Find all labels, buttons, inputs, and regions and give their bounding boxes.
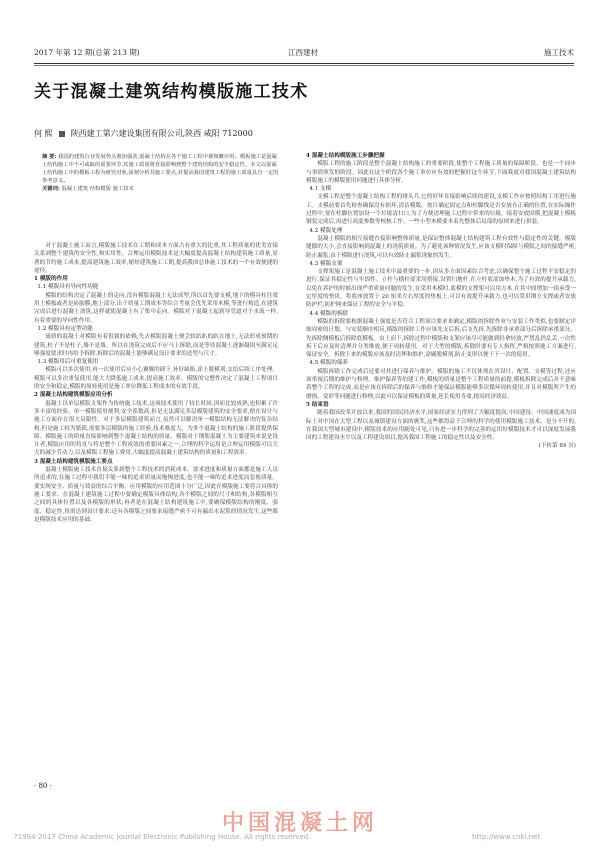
- body-paragraph: 模版可以多次使用,再一次使用后应小心翼翼的卸下,补好缺陷,涂上脱模剂,交给后续工序处理。模版可以多次重复使用,能大大降低施工成本,提高施工效率。模版的完整性决定了混凝土工程项目的安全和稳定,模版的周转使用是施工单位降低工程成本的有效手段。: [34, 367, 278, 391]
- affiliation-marker-icon: [59, 131, 65, 137]
- section-name: 施工技术: [544, 48, 574, 57]
- header-rule-thin: [34, 65, 574, 66]
- subsection-heading: 4.5 模版的保养: [309, 360, 349, 367]
- body-paragraph: 混凝土模版施工技术直接关系到整个工程技术的消耗成本。要求进度和质量方面都是施工人员所追求的,在施工过程中我们不能一味的追求质量而拖慢进度,也不能一味的追求进度而忽视质量。要实现安全、质量与效益的综合平衡。应用模版的应用范围十分广泛,因此在模版施工要符合具体的施工要求。在混凝土建筑施工过程中要确定模版具体结构,各个模版之间的尺寸和结构,各模版相互之间的具体位置以及各模版的形状;再者是在混凝土结构建筑施工中,要确保模版结构的刚度、强度、稳定性,皆需达到设计要求:还有各模版之间要求接缝严密不可有漏出水泥浆的情况发生,这些都是模版技术应用的基础。: [34, 467, 278, 523]
- keywords-label: 关键词:: [42, 186, 60, 193]
- body-paragraph: 混凝土以单层模版支架作为传统施工技术,这项技术使用了较长时间,因而比较成熟,也积累了许多丰富的经验。单一模版使用便利,安全系数高,但是无法满足多层模版建筑的安全要求,便在设计与施工方面存在很大局限性。对于多层模版建筑而言,虽然可以解决单一模版结构无法解决的复杂结构,但是施工较为繁琐,需要多层模版的施工经验,技术难度大。为多个混凝土结构的施工阶段提供保障。模版施工的质量直接影响到整个混凝土结构的质量。模版对于钢筋混凝土为主要建筑来说是设计者,模版应用的将直与将是整个工程成效的重要因素之一,合理的科学运用是合理运用模版可以大大的减少劳动力,以及模版工程施工费用,大幅度提高混凝土建筑结构的质量和工程效率。: [34, 400, 278, 457]
- body-paragraph: 混凝土模版的相互接缝直接影响整体质量,是保证整体混凝土结构建筑工程有效性与稳定性的关键。模版缝隙的大小,会直接影响到混凝土的浇筑质量。为了避免该种情况发生,应该支模时保障与模版之间的接缝严密,防止漏浆;由于模版进行浇筑,可以有效防止漏浆现象的发生。: [306, 235, 576, 259]
- issue-info: 2017 年第 12 期(总第 213 期): [34, 48, 140, 57]
- header-rule: [34, 63, 574, 64]
- body-paragraph: 模版拆除工作完成后还要对其进行保养与维护。模版的施工不仅体现在其设计、配置、支模等过程,还应该重视后期的维护与修理。维护保养等的建工作,模板的质量是整个工程质量的前提,模板拆除完成后并不意味着整个工程的完成,而是应该在拆除后的保养与维修才能保证模版能够多次循环周转使用,并且对模版所产生的磨损、变形等问题进行修理,以此可以保证模板的质量,延长使用寿命,提高经济效益。: [306, 368, 576, 400]
- watermark: 中国混凝土网: [221, 811, 378, 836]
- right-column: [306, 152, 576, 451]
- section-heading: 3 混凝土结构建筑模版施工要点: [34, 458, 113, 465]
- author-line: [34, 128, 253, 139]
- abstract-text: 我国的建筑行业发展势头愈加强劲,混凝土结构在各个施工工程中被频繁应用。模板施工是混凝土结构施工中不可或缺的重要环节,其施工质量将直接影响到整个建筑结构的安全稳定性。本文以混凝土结构施工中的模板工程为研究对象,深刻分析其施工要点,对提高我国建筑工程的施工质量具有一定的参考意义。: [42, 154, 279, 185]
- body-paragraph: 支撑架施工是混凝土施工技术中最重要的一步,因从多方面因素综合考虑,以确保整个施工过程平安稳定的进行,保证其稳定性与牢固性。立杆与横杆要采用搭接,设置扫地杆,在立杆底部加垫木,为了有效的提升承载力,以免在养护的时候出现严重质量问题的发生,在采用木模时,底模的支撑架可以用方木,在其中间增加一组承受一定厚度的垫块。将底座放置于 20 厘米左右厚度的垫板上,可以有效提升承载力,也可以采用钢方支撑或者安放防护栏,防护网来保证工程的安全与平稳。: [306, 269, 576, 309]
- subsection-heading: 1.1 模版具有导向性功能: [37, 284, 99, 291]
- journal-name: 江西建材: [288, 48, 318, 57]
- subsection-heading: 4.1 支模: [309, 186, 332, 193]
- abstract-label: 摘 要:: [42, 154, 57, 160]
- section-heading: 5 结束语: [306, 401, 329, 408]
- body-paragraph: 随着我国改革开放以来,我国的国民经济水平,国家经济实力得到了大幅度提高,中国建设、中国速度成为国际上对中国在大型工程以及城镇建设方面的褒奖,这些都得益于合理的科学的使用模版施工技术。是分不开的,在我国大型城市建设中,模版技术的应用随处可见,只有进一步科学的完善的运用好模版技术才可以深度发展我国的工程建设水平以及工程建设项目,提高我国工程施工的稳定性以及安全性。: [306, 410, 576, 442]
- continued-note: (下转第 84 页): [538, 443, 576, 450]
- keywords-text: 混凝土建筑 结构模版 施工技术: [61, 186, 134, 193]
- body-paragraph: 模版的结构决定了混凝土的走向,没有模版混凝土无法成型,所以首先要支模,地下的模具柱往梁用土模板或者是砖胎膜,地上部分,出于质量工期成本等综合考量会优先采用木模,等进行构造,在建筑完成后进行混凝土浇筑,这样就使混凝土有了集中走向。模版对于混凝土起到导管道对于水流一样,有着重要的导向性作用。: [34, 292, 278, 324]
- body-paragraph: 模版的拆除要根据混凝土强度是否符合工程项目要求来确定,模版的拆除作业与安装工作类似,也要制定详细周密的计划。与安装顺序相反,模版的拆除工作应该先支后拆,后支先拆,先拆除非承重部分后拆除承重部分。先拆除侧模板后拆除底模板。由上而下,拆除过程中模版和支架应该尽可能做到轻拿轻放,严禁乱扔乱丢,一次性拆下后应及时清理并分类堆放,便于周转使用。对于大型的模版,拆除时要有专人指挥,严格按照施工方案进行,保证安全。拆除下来的模版应该及时清理和维护,涂刷脱模剂,防止变形以便于下一次的使用。: [306, 318, 576, 359]
- left-column: [34, 242, 278, 524]
- page-number: · 80 ·: [34, 782, 52, 790]
- running-header: [34, 47, 574, 61]
- footer-copyright: ?1994-2017 China Academic Journal Electronic Publishing House. All rights reserved.: [14, 833, 311, 841]
- body-paragraph: 支模工程是整个混凝土结构工程的排头兵,它的好坏直接影响后续的建设,支模工作应按照结构工序进行施工。支模前要首先检查确保没有损坏,清洁模版。按目确定固定点和柱脚线是否安放在正确的位置,在实际操作过程中,要在柱脚位置加设一个垃圾清扫口,为了方便清理施工过程中带来的垃圾。接着安放固模,把混凝土模板钢装完成后,再进行高度参数等校核工作。一些小型木模要本着先整体后局部的原则来进行拼装。: [306, 194, 576, 226]
- subsection-heading: 4.4 模版的拆除: [309, 310, 349, 317]
- abstract-block: [42, 153, 282, 193]
- subsection-heading: 4.3 模版支架: [309, 260, 343, 267]
- subsection-heading: 1.2 模版具有定型功能: [37, 325, 93, 332]
- author-name: 何 熙: [34, 129, 53, 138]
- footer: [14, 833, 541, 841]
- section-heading: 1 模版的作用: [34, 276, 68, 283]
- section-heading: 4 混凝土结构模版施工步骤把握: [306, 153, 385, 159]
- subsection-heading: 1.3 模版用后可重复使用: [37, 359, 99, 366]
- author-affiliation: 陕西建工第六建设集团有限公司,陕西 咸阳 712000: [70, 129, 253, 138]
- body-paragraph: 对于混凝土施工而言,模版施工技术在工期和成本方面占有重大的比重,其工程质量的优劣直接关系到整个建筑的安全性,和实用性。合理运用模版技术是大幅度提高混凝土结构建筑施工质量,显著的节约施工成本,提高建筑施工效率,缩短建筑施工工期,提高我国总体施工技术的一个有效便捷的途径。: [34, 243, 278, 274]
- article-title: 关于混凝土建筑结构模版施工技术: [34, 82, 309, 102]
- section-heading: 2 混凝土结构建筑模版应用分析: [34, 392, 113, 399]
- footer-url: http://www.cnki.net: [472, 833, 541, 841]
- body-paragraph: 模版工程的施工阶段是整个混凝土结构施工的重要阶段,使整个工程施工质量的保障阶段。也是一个同步与事情照发的阶段。因此在这个阶段各个施工单位应有效的把握好这个环节,下面我就对我国混凝土建筑结构模版施工的模版使用问题进行具体分析。: [306, 161, 576, 184]
- body-paragraph: 流质的混凝土对模版有着很强的依赖,失去模版混凝土便会软趴趴的趴在地上,无法形成预期的建筑,柱子不是柱子,墙不是墙。所以在浇筑完成后不应马上拆除,而是等待混凝土逐渐凝固至满足足够强度要求时再给予拆除,拆除后的混凝土能够满足设计要求的造型与尺寸。: [34, 334, 278, 357]
- subsection-heading: 4.2 模版处理: [309, 227, 343, 234]
